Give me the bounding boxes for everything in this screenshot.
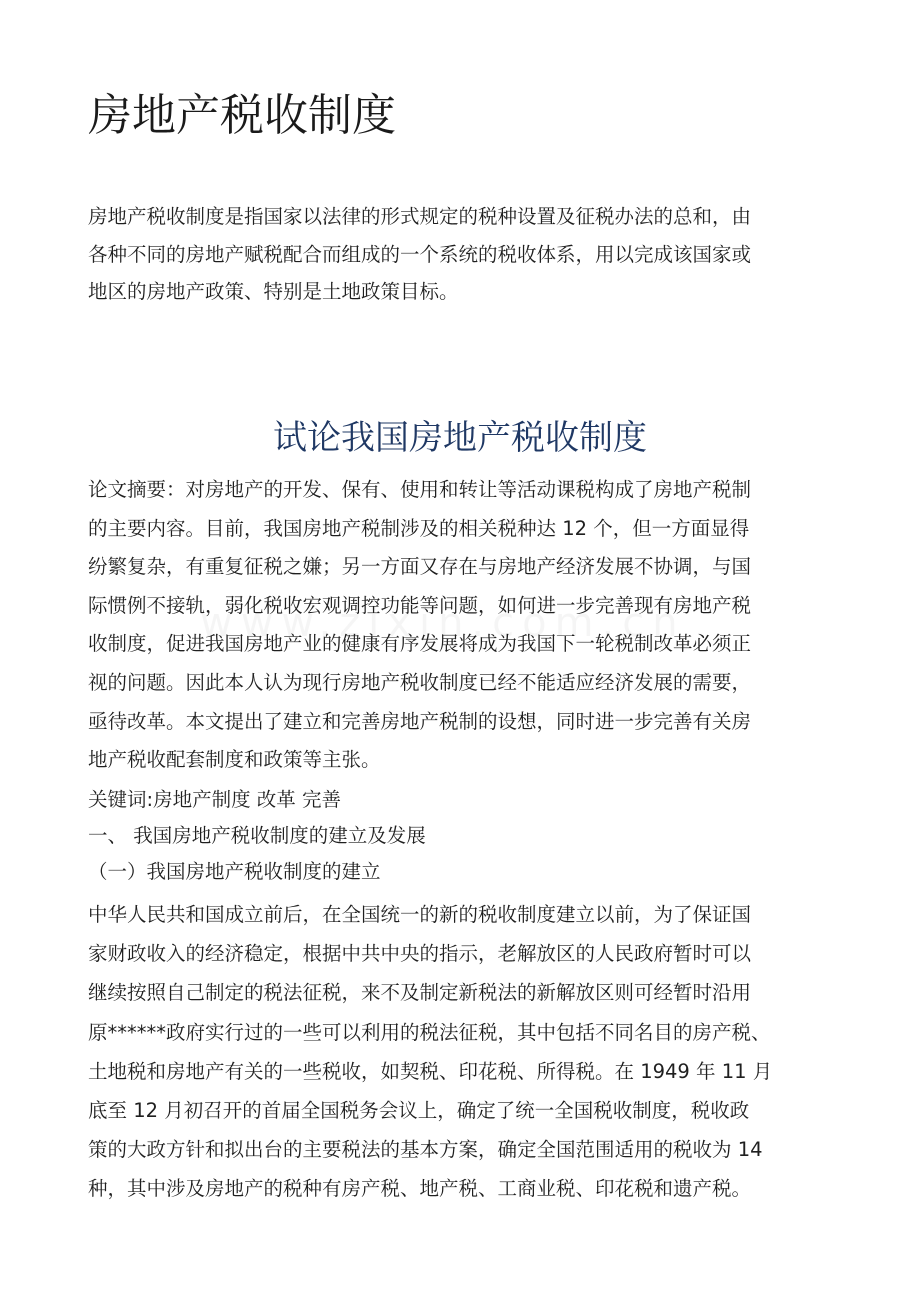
abstract-line: 收制度，促进我国房地产业的健康有序发展将成为我国下一轮税制改革必须正 (88, 632, 752, 656)
document-title: 房地产税收制度 (88, 90, 396, 141)
history-line: 继续按照自己制定的税法征税，来不及制定新税法的新解放区则可经暂时沿用 (88, 981, 752, 1005)
keywords-line: 关键词:房地产制度 改革 完善 (88, 788, 341, 811)
headings-block (88, 782, 833, 890)
history-line: 家财政收入的经济稳定，根据中共中央的指示，老解放区的人民政府暂时可以 (88, 942, 752, 966)
abstract-line: 纷繁复杂，有重复征税之嫌；另一方面又存在与房地产经济发展不协调，与国 (88, 555, 752, 579)
subsection-heading: （一）我国房地产税收制度的建立 (88, 860, 381, 883)
intro-line: 地区的房地产政策、特别是土地政策目标。 (88, 280, 459, 303)
intro-line: 房地产税收制度是指国家以法律的形式规定的税种设置及征税办法的总和，由 (88, 205, 752, 228)
history-line: 种，其中涉及房地产的税种有房产税、地产税、工商业税、印花税和遗产税。 (88, 1177, 752, 1201)
abstract-line: 际惯例不接轨，弱化税收宏观调控功能等问题，如何进一步完善现有房地产税 (88, 593, 752, 617)
history-line: 土地税和房地产有关的一些税收，如契税、印花税、所得税。在 1949 年 11 月 (88, 1059, 773, 1083)
history-line: 原******政府实行过的一些可以利用的税法征税，其中包括不同名目的房产税、 (88, 1020, 771, 1044)
history-paragraph (88, 895, 833, 1209)
abstract-line: 地产税收配套制度和政策等主张。 (88, 748, 381, 772)
section-heading: 一、 我国房地产税收制度的建立及发展 (88, 824, 426, 847)
history-line: 中华人民共和国成立前后，在全国统一的新的税收制度建立以前，为了保证国 (88, 903, 752, 926)
abstract-line: 视的问题。因此本人认为现行房地产税收制度已经不能适应经济发展的需要， (88, 670, 752, 694)
intro-line: 各种不同的房地产赋税配合而组成的一个系统的税收体系，用以完成该国家或 (88, 242, 752, 266)
abstract-line: 亟待改革。本文提出了建立和完善房地产税制的设想，同时进一步完善有关房 (88, 709, 752, 733)
abstract-line: 的主要内容。目前，我国房地产税制涉及的相关税种达 12 个，但一方面显得 (88, 516, 750, 540)
article-title: 试论我国房地产税收制度 (273, 418, 647, 458)
abstract-paragraph (88, 471, 833, 780)
history-line: 策的大政方针和拟出台的主要税法的基本方案，确定全国范围适用的税收为 14 (88, 1138, 763, 1162)
intro-paragraph (88, 198, 828, 311)
history-line: 底至 12 月初召开的首届全国税务会议上，确定了统一全国税收制度，税收政 (88, 1099, 750, 1123)
abstract-line: 论文摘要：对房地产的开发、保有、使用和转让等活动课税构成了房地产税制 (88, 478, 752, 501)
